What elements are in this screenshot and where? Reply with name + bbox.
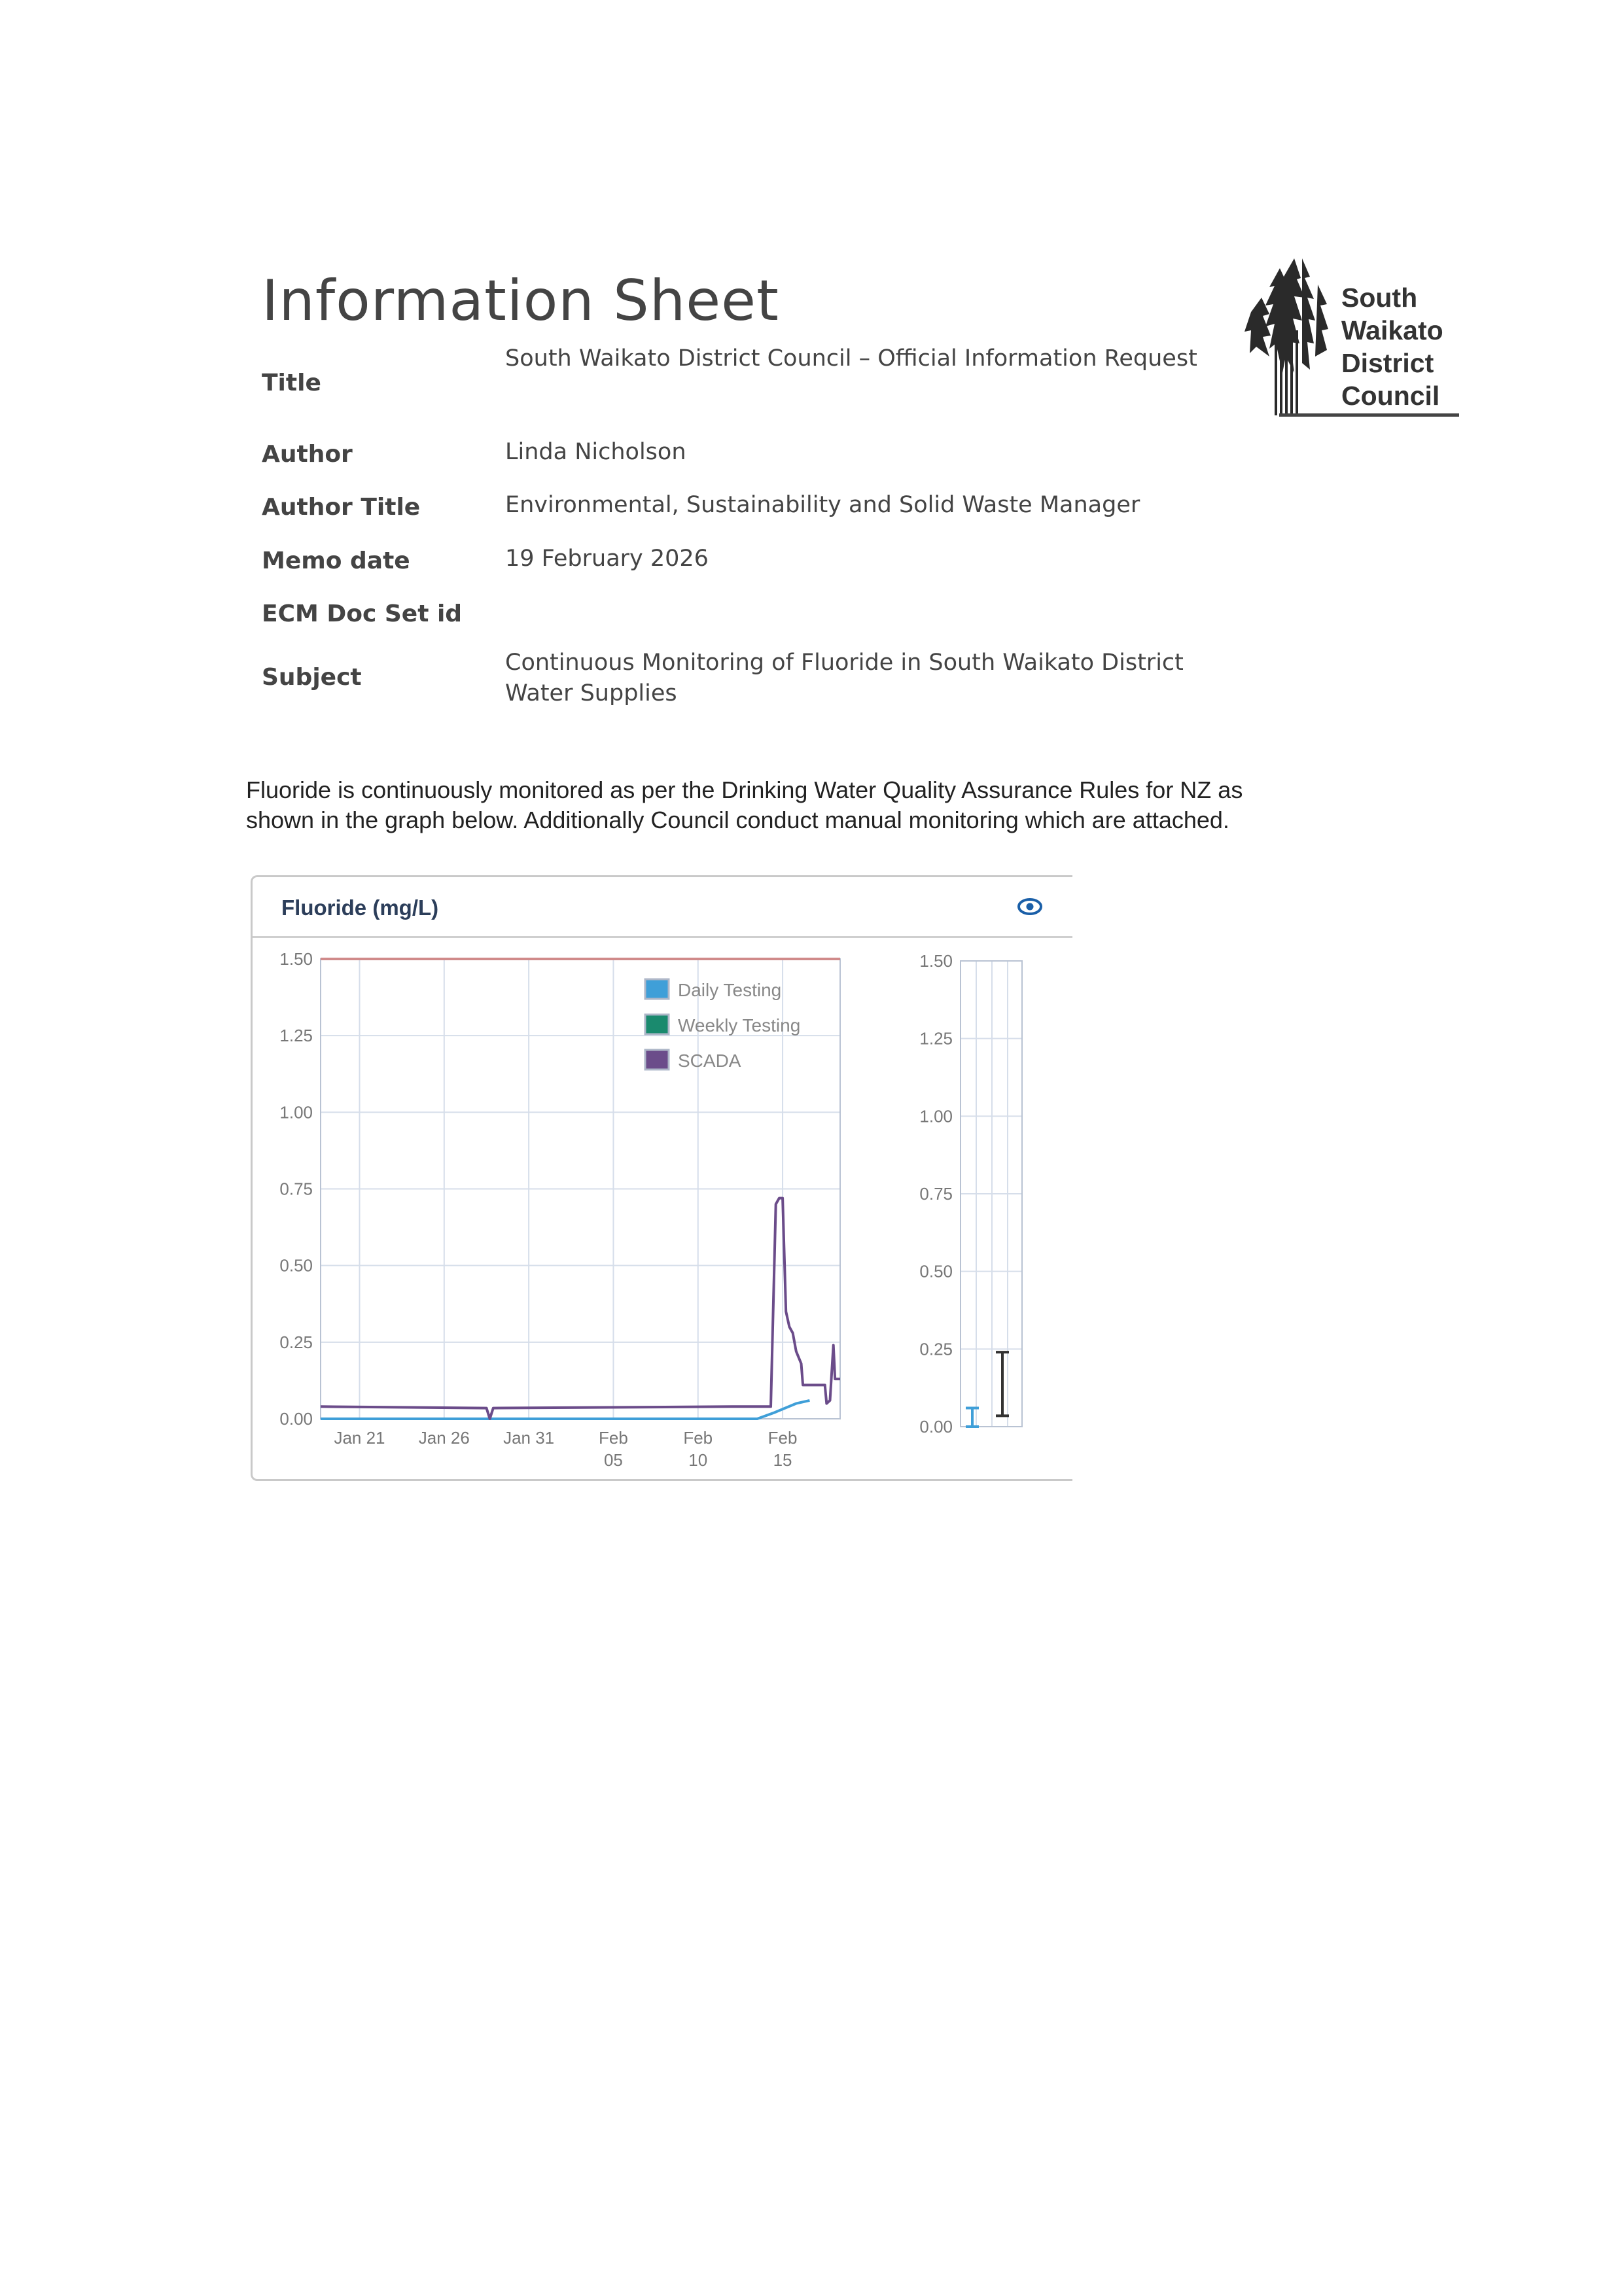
author-label: Author	[262, 441, 353, 468]
legend-swatch	[645, 1015, 669, 1034]
x-tick-label: 05	[603, 1450, 623, 1470]
author-title-value: Environmental, Sustainability and Solid Waste Manager	[505, 492, 1140, 518]
y-tick-label: 0.50	[279, 1255, 313, 1276]
x-tick-label: 15	[773, 1450, 792, 1470]
logo-line: South	[1341, 283, 1418, 313]
ecm-doc-set-label: ECM Doc Set id	[262, 600, 463, 627]
y-tick-label: 0.00	[279, 1409, 313, 1429]
logo-underline	[1279, 413, 1459, 417]
x-tick-label: Jan 21	[334, 1428, 385, 1448]
series-line-scada	[321, 1198, 840, 1419]
x-tick-label: Jan 31	[503, 1428, 555, 1448]
document-heading: Information Sheet	[262, 268, 779, 334]
x-tick-label: Feb	[768, 1428, 798, 1448]
y-tick-label: 0.75	[279, 1179, 313, 1199]
council-logo-wordmark	[1341, 281, 1443, 412]
fluoride-chart	[253, 877, 1072, 1479]
legend-swatch	[645, 979, 669, 999]
y-tick-label: 1.50	[279, 949, 313, 969]
side-y-tick-label: 1.00	[919, 1106, 953, 1126]
side-y-tick-label: 1.25	[919, 1028, 953, 1049]
y-tick-label: 1.25	[279, 1026, 313, 1046]
x-tick-label: Jan 26	[418, 1428, 470, 1448]
author-value: Linda Nicholson	[505, 439, 686, 465]
logo-line: Council	[1341, 381, 1440, 411]
side-y-tick-label: 0.25	[919, 1339, 953, 1359]
x-tick-label: Feb	[599, 1428, 628, 1448]
x-tick-label: 10	[688, 1450, 708, 1470]
memo-date-value: 19 February 2026	[505, 546, 709, 572]
side-y-tick-label: 0.75	[919, 1184, 953, 1204]
series-line-daily-testing	[321, 1400, 809, 1419]
legend-label: Daily Testing	[678, 980, 782, 1000]
subject-line: Continuous Monitoring of Fluoride in South Waikato District	[505, 650, 1184, 676]
intro-paragraph	[246, 775, 1332, 835]
intro-line: Fluoride is continuously monitored as per the Drinking Water Quality Assurance Rules for NZ as	[246, 776, 1243, 803]
legend-label: SCADA	[678, 1051, 741, 1071]
side-y-tick-label: 0.50	[919, 1261, 953, 1281]
logo-line: Waikato	[1341, 315, 1443, 345]
subject-value	[505, 648, 1184, 709]
fluoride-chart-panel	[251, 875, 1072, 1481]
side-y-tick-label: 0.00	[919, 1417, 953, 1436]
y-tick-label: 1.00	[279, 1102, 313, 1122]
title-value: South Waikato District Council – Official Information Request	[505, 345, 1197, 372]
author-title-label: Author Title	[262, 494, 421, 521]
side-y-tick-label: 1.50	[919, 951, 953, 971]
title-label: Title	[262, 370, 321, 396]
subject-line: Water Supplies	[505, 680, 677, 706]
subject-label: Subject	[262, 664, 362, 691]
memo-date-label: Memo date	[262, 548, 410, 574]
x-tick-label: Feb	[683, 1428, 713, 1448]
legend-swatch	[645, 1050, 669, 1070]
legend-label: Weekly Testing	[678, 1015, 801, 1035]
logo-line: District	[1341, 348, 1434, 378]
y-tick-label: 0.25	[279, 1332, 313, 1352]
chart-panel-title: Fluoride (mg/L)	[281, 896, 439, 920]
intro-line: shown in the graph below. Additionally Council conduct manual monitoring which are attached.	[246, 807, 1229, 833]
